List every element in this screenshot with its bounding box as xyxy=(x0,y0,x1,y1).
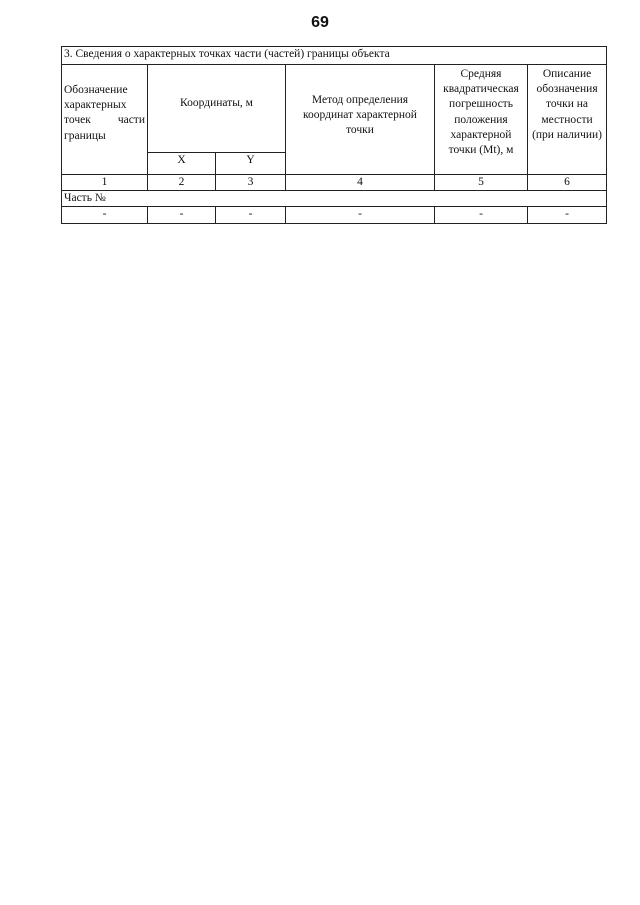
header-y: Y xyxy=(216,153,286,175)
table-cell: - xyxy=(286,207,435,223)
table-title-row xyxy=(62,47,607,65)
column-number: 5 xyxy=(435,175,528,191)
column-number: 6 xyxy=(528,175,607,191)
page-number: 69 xyxy=(311,14,329,31)
boundary-points-table xyxy=(61,46,607,224)
header-point-designation: Обозначение характерных точек части границы xyxy=(62,65,148,175)
header-method: Метод определения координат характерной точки xyxy=(286,65,435,175)
header-mean-error: Средняя квадратическая погрешность положения характерной точки (Mt), м xyxy=(435,65,528,175)
part-label: Часть № xyxy=(62,191,607,207)
table-cell: - xyxy=(216,207,286,223)
header-coordinates: Координаты, м xyxy=(148,65,286,153)
table-cell: - xyxy=(528,207,607,223)
header-row xyxy=(62,65,607,153)
column-number: 2 xyxy=(148,175,216,191)
table-cell: - xyxy=(62,207,148,223)
column-number: 4 xyxy=(286,175,435,191)
header-x: X xyxy=(148,153,216,175)
header-description: Описание обозначения точки на местности (при наличии) xyxy=(528,65,607,175)
table-row xyxy=(62,207,607,223)
part-row xyxy=(62,191,607,207)
column-number: 3 xyxy=(216,175,286,191)
table-cell: - xyxy=(435,207,528,223)
table-title: 3. Сведения о характерных точках части (частей) границы объекта xyxy=(62,47,607,65)
column-number: 1 xyxy=(62,175,148,191)
table-cell: - xyxy=(148,207,216,223)
column-number-row xyxy=(62,175,607,191)
